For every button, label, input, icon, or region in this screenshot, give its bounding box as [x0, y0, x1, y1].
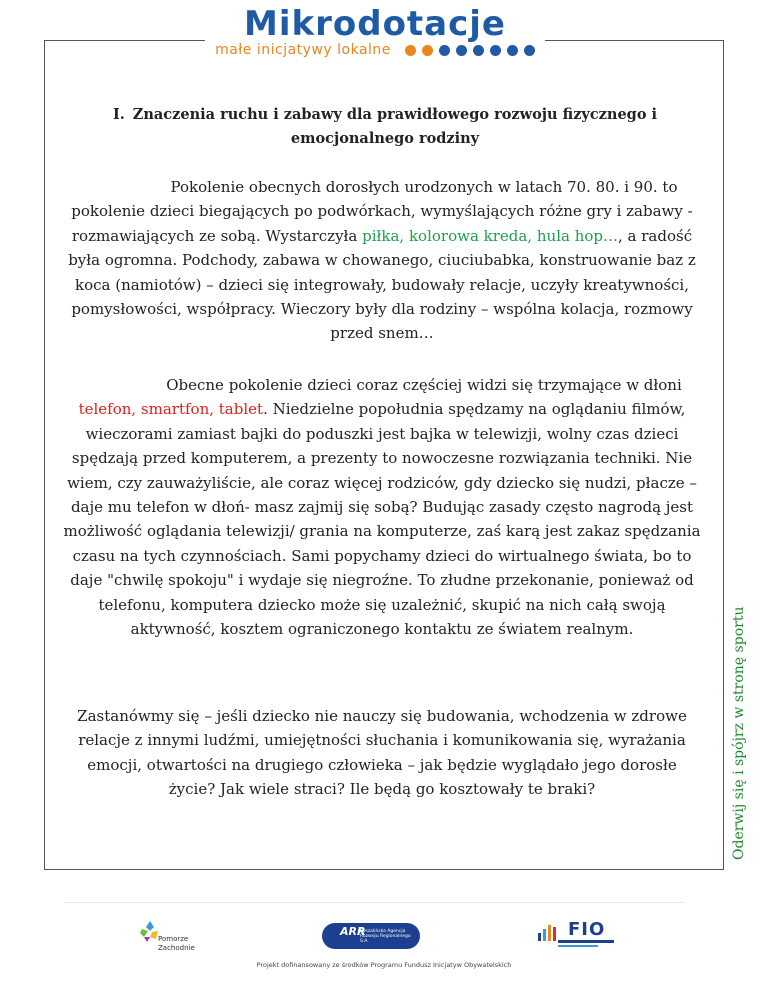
section-heading: [80, 103, 690, 151]
paragraph-1-text-end: , a radość była ogromna. Podchody, zabawa w chowanego, ciuciubabka, konstruowanie baz z koca (namiotów) – dzieci się integrowały, budowały relacje, uczyły kreatywności, pomysłowości, współpracy. Wieczory były dla rodziny – wspólna kolacja, rozmowy przed snem…: [68, 226, 696, 343]
paragraph-1: [62, 175, 702, 346]
arr-logo: [322, 923, 420, 949]
paragraph-2: [62, 373, 702, 641]
arr-text: ARR: [340, 925, 366, 938]
logo-dot: [422, 45, 433, 56]
logo-dot: [507, 45, 518, 56]
paragraph-2-text-end: . Niedzielne popołudnia spędzamy na oglądaniu filmów, wieczorami zamiast bajki do poduszki jest bajka w telewizji, wolny czas dzieci spędzają przed komputerem, a prezenty to nowoczesne rozwiązania techniki. Nie wiem, czy zauważyliście, ale coraz więcej rodziców, gdy dziecko się nudzi, płacze – daje mu telefon w dłoń- masz zajmij się sobą? Budując zasady często nagrodą jest możliwość oglądania telewizji/ grania na komputerze, zaś karą jest zakaz spędzania czasu na tych czynnościach. Sami popychamy dzieci do wirtualnego świata, bo to daje "chwilę spokoju" i wydaje się niegroźne. To złudne przekonanie, ponieważ od telefonu, komputera dziecko może się uzależnić, skupić na nich całą swoją aktywność, kosztem ograniczonego kontaktu ze światem realnym.: [63, 400, 701, 639]
footer-divider: [65, 902, 685, 903]
footer-logos: [0, 915, 768, 965]
logo-dot: [405, 45, 416, 56]
logo-dot: [439, 45, 450, 56]
fio-logo: [536, 919, 616, 951]
paragraph-2-highlight: telefon, smartfon, tablet: [78, 400, 264, 419]
mikrodotacje-logo: [205, 6, 545, 64]
footer-funding-note: Projekt dofinansowany ze środków Programu Fundusz Inicjatyw Obywatelskich: [256, 961, 512, 969]
logo-dot: [456, 45, 467, 56]
logo-tagline-row: [205, 42, 545, 58]
side-slogan: Oderwij się i spójrz w stronę sportu: [731, 606, 747, 860]
arr-subtext: Koszalińska Agencja Rozwoju Regionalnego S.A.: [360, 929, 411, 944]
logo-dot: [524, 45, 535, 56]
paragraph-3-text: Zastanówmy się – jeśli dziecko nie nauczy się budowania, wchodzenia w zdrowe relacje z innymi ludźmi, umiejętności słuchania i komunikowania się, wyrażania emocji, otwartości na drugiego człowieka – jak będzie wyglądało jego dorosłe życie? Jak wiele straci? Ile będą go kosztowały te braki?: [77, 707, 687, 799]
logo-dot: [490, 45, 501, 56]
logo-dots: [405, 45, 535, 56]
logo-dot: [473, 45, 484, 56]
paragraph-3: [62, 704, 702, 802]
fio-text: FIO: [568, 919, 606, 940]
fio-subtitle-icon: [558, 940, 614, 948]
logo-tagline: małe inicjatywy lokalne: [215, 42, 391, 58]
pomorze-zachodnie-logo: [138, 919, 208, 963]
paragraph-1-highlight: piłka, kolorowa kreda, hula hop…: [362, 226, 619, 245]
heading-title: Znaczenia ruchu i zabawy dla prawidłowego rozwoju fizycznego i emocjonalnego rodziny: [132, 106, 658, 147]
pomorze-text: Pomorze Zachodnie: [158, 935, 195, 952]
paragraph-2-text: Obecne pokolenie dzieci coraz częściej widzi się trzymające w dłoni: [166, 376, 682, 394]
logo-word: Mikrodotacje: [244, 4, 506, 44]
heading-number: I.: [112, 106, 125, 123]
paragraph-1-text: Pokolenie obecnych dorosłych urodzonych w latach 70. 80. i 90. to pokolenie dzieci biegających po podwórkach, wymyślających różne gry i zabawy - rozmawiających ze sobą. Wystarczyła: [71, 178, 693, 245]
